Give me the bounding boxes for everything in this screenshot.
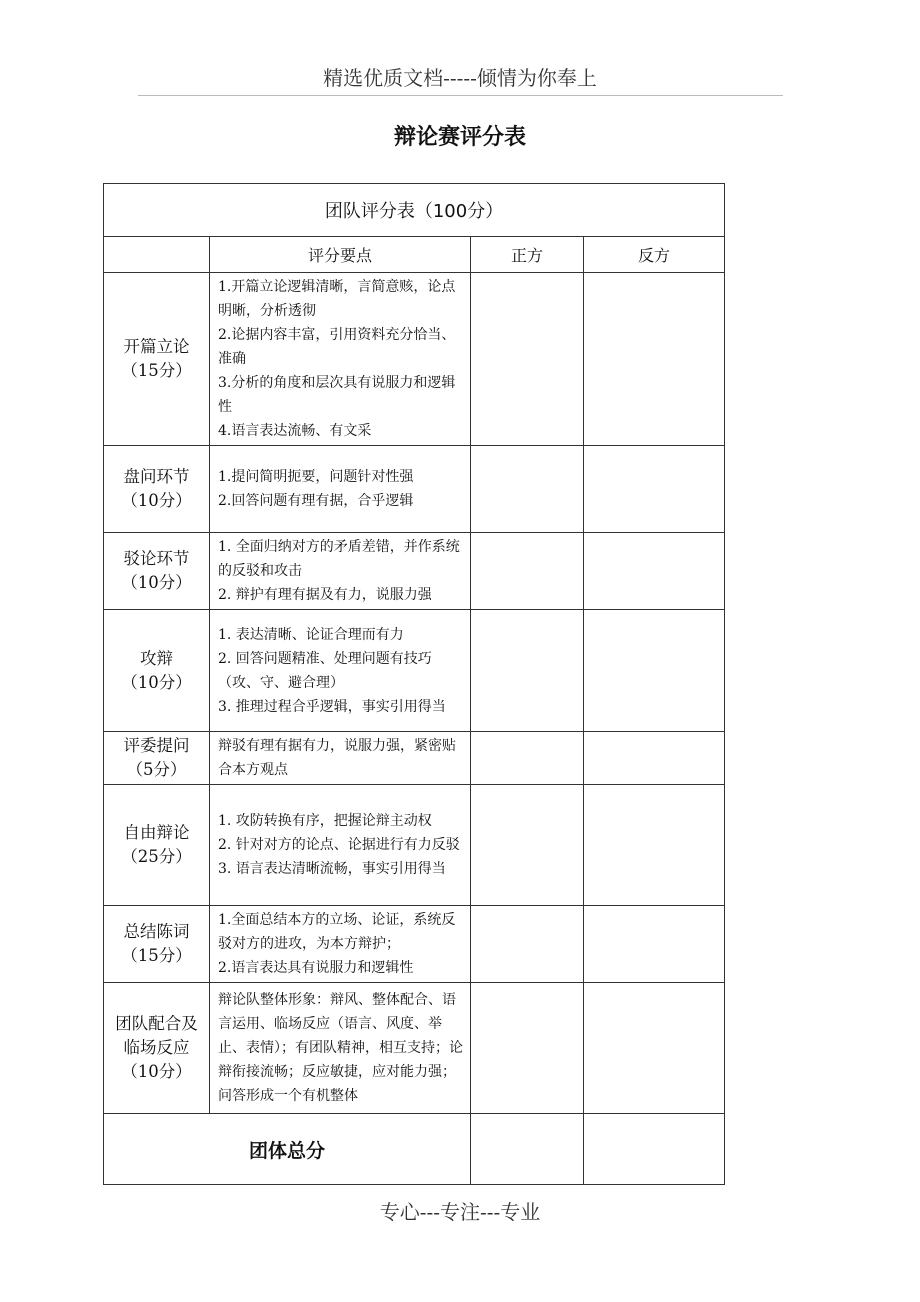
- table-header-row: [104, 237, 725, 273]
- criterion-score: （5分）: [126, 760, 187, 779]
- criterion-score: （15分）: [121, 361, 192, 380]
- point-item: 2.回答问题有理有据，合乎逻辑: [218, 493, 414, 509]
- criterion-name: 盘问环节: [123, 467, 190, 486]
- criterion-cell: [104, 446, 210, 533]
- criterion-cell: [104, 273, 210, 446]
- criterion-cell: [104, 533, 210, 610]
- negative-score-cell[interactable]: [584, 785, 725, 906]
- criterion-name: 开篇立论: [123, 337, 190, 356]
- table-caption-row: [104, 184, 725, 237]
- criterion-name: 评委提问: [123, 736, 190, 755]
- point-item: 1.提问简明扼要，问题针对性强: [218, 469, 414, 485]
- affirmative-score-cell[interactable]: [471, 446, 584, 533]
- affirmative-score-cell[interactable]: [471, 732, 584, 785]
- table-row: [104, 446, 725, 533]
- negative-score-cell[interactable]: [584, 273, 725, 446]
- point-item: 3. 推理过程合乎逻辑，事实引用得当: [218, 698, 446, 715]
- negative-score-cell[interactable]: [584, 446, 725, 533]
- header-cell-points: 评分要点: [210, 237, 471, 273]
- affirmative-score-cell[interactable]: [471, 983, 584, 1114]
- header-cell-negative: 反方: [584, 237, 725, 273]
- scoring-points: [210, 785, 471, 906]
- criterion-cell: [104, 906, 210, 983]
- scoring-points: [210, 983, 471, 1114]
- criterion-score: （10分）: [121, 491, 192, 510]
- table-caption: 团队评分表（100分）: [104, 184, 725, 237]
- negative-score-cell[interactable]: [584, 533, 725, 610]
- criterion-cell: [104, 983, 210, 1114]
- affirmative-score-cell[interactable]: [471, 533, 584, 610]
- scoring-points: [210, 533, 471, 610]
- negative-score-cell[interactable]: [584, 983, 725, 1114]
- point-item: 3.分析的角度和层次具有说服力和逻辑性: [218, 375, 456, 415]
- criterion-cell: [104, 732, 210, 785]
- criterion-score: （25分）: [121, 847, 192, 866]
- affirmative-score-cell[interactable]: [471, 610, 584, 732]
- affirmative-score-cell[interactable]: [471, 906, 584, 983]
- affirmative-score-cell[interactable]: [471, 273, 584, 446]
- point-item: 1. 攻防转换有序，把握论辩主动权: [218, 813, 432, 829]
- scoring-points: [210, 610, 471, 732]
- point-item: 辩驳有理有据有力，说服力强，紧密贴合本方观点: [218, 738, 456, 778]
- negative-score-cell[interactable]: [584, 906, 725, 983]
- page-footer: 专心---专注---专业: [379, 1200, 541, 1224]
- point-item: 2. 针对对方的论点、论据进行有力反驳: [218, 837, 460, 853]
- negative-score-cell[interactable]: [584, 732, 725, 785]
- point-item: 辩论队整体形象：辩风、整体配合、语言运用、临场反应（语言、风度、举止、表情）；有团队精神，相互支持；论辩衔接流畅；反应敏捷，应对能力强；问答形成一个有机整体: [218, 992, 463, 1104]
- criterion-name: 团队配合及临场反应: [115, 1014, 198, 1057]
- header-divider: [138, 95, 783, 96]
- criterion-cell: [104, 610, 210, 732]
- criterion-name: 驳论环节: [123, 549, 190, 568]
- point-item: 2.语言表达具有说服力和逻辑性: [218, 960, 414, 976]
- point-item: 2.论据内容丰富，引用资料充分恰当、准确: [218, 327, 456, 367]
- total-row: [104, 1114, 725, 1185]
- criterion-score: （10分）: [121, 672, 192, 692]
- scoring-table: [103, 183, 725, 1185]
- negative-total-cell[interactable]: [584, 1114, 725, 1185]
- affirmative-score-cell[interactable]: [471, 785, 584, 906]
- point-item: 1.全面总结本方的立场、论证，系统反驳对方的进攻，为本方辩护；: [218, 912, 456, 952]
- criterion-cell: [104, 785, 210, 906]
- point-item: 1.开篇立论逻辑清晰，言简意赅，论点明晰，分析透彻: [218, 279, 456, 319]
- table-row: [104, 785, 725, 906]
- table-row: [104, 906, 725, 983]
- table-row: [104, 273, 725, 446]
- table-row: [104, 732, 725, 785]
- point-item: 2. 回答问题精准、处理问题有技巧（攻、守、避合理）: [218, 650, 432, 691]
- table-row: [104, 983, 725, 1114]
- affirmative-total-cell[interactable]: [471, 1114, 584, 1185]
- point-item: 3. 语言表达清晰流畅，事实引用得当: [218, 861, 446, 877]
- criterion-name: 总结陈词: [123, 922, 190, 941]
- criterion-score: （10分）: [121, 1062, 192, 1081]
- page-header: 精选优质文档-----倾情为你奉上: [323, 66, 597, 90]
- table-row: [104, 533, 725, 610]
- scoring-points: [210, 273, 471, 446]
- point-item: 1. 表达清晰、论证合理而有力: [218, 626, 404, 643]
- scoring-points: [210, 906, 471, 983]
- table-row: [104, 610, 725, 732]
- point-item: 1. 全面归纳对方的矛盾差错，并作系统的反驳和攻击: [218, 539, 460, 579]
- criterion-name: 自由辩论: [123, 823, 190, 842]
- total-score-label: 团体总分: [104, 1114, 471, 1185]
- criterion-score: （15分）: [121, 946, 192, 965]
- criterion-name: 攻辩: [140, 648, 173, 668]
- header-cell-affirmative: 正方: [471, 237, 584, 273]
- header-cell-blank: [104, 237, 210, 273]
- scoring-points: [210, 446, 471, 533]
- point-item: 4.语言表达流畅、有文采: [218, 423, 372, 439]
- point-item: 2. 辩护有理有据及有力，说服力强: [218, 587, 432, 603]
- negative-score-cell[interactable]: [584, 610, 725, 732]
- criterion-score: （10分）: [121, 573, 192, 592]
- document-title: 辩论赛评分表: [393, 125, 526, 150]
- scoring-points: [210, 732, 471, 785]
